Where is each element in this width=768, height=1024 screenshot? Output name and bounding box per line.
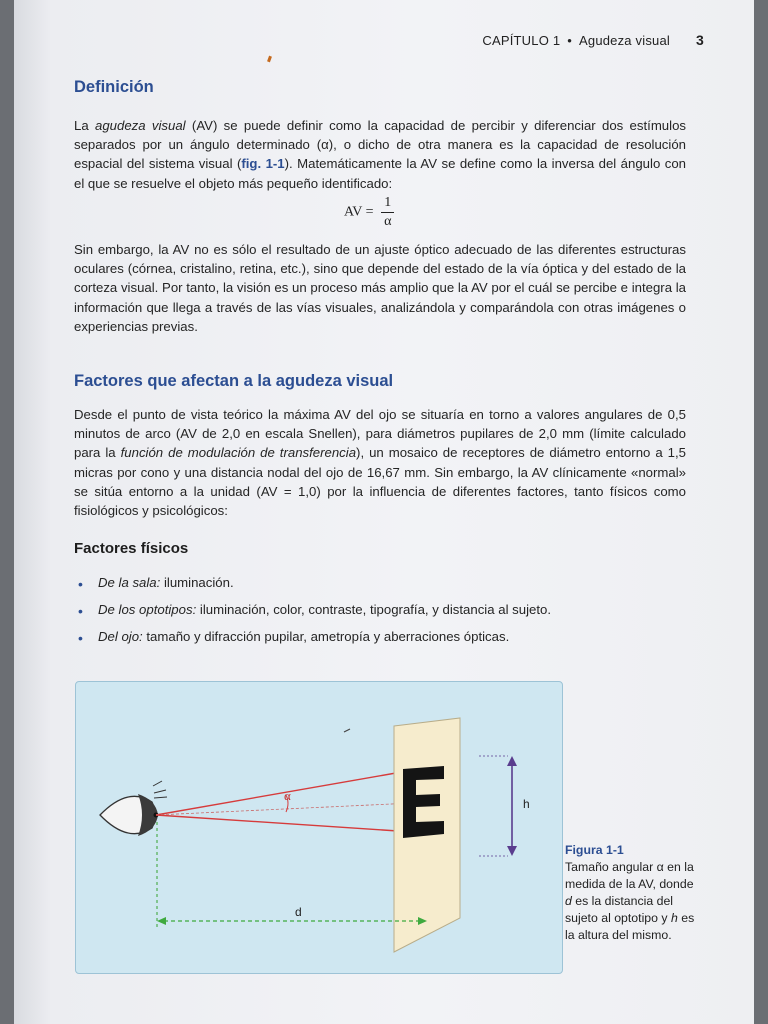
d-label: d (295, 905, 302, 919)
figure-reference: fig. 1-1 (241, 156, 285, 172)
text: ). Matemáticamente la AV se define como la inversa del ángulo con el que se resuelve el objeto más pequeño identificado: (74, 156, 686, 191)
paragraph-factores (74, 405, 686, 520)
paragraph-definicion (74, 116, 686, 193)
ink-mark (344, 729, 350, 732)
bullet: • (78, 603, 83, 619)
ray-bottom (156, 815, 413, 832)
eye-icon (100, 781, 167, 836)
header-section: Agudeza visual (579, 33, 670, 48)
caption-h: h (670, 911, 678, 925)
height-arrow (479, 756, 517, 856)
caption-text: es la altura del mismo. (565, 911, 695, 942)
formula-lhs: AV = (344, 204, 374, 220)
heading-factores: Factores que afectan a la agudeza visual (74, 372, 394, 390)
formula-fraction (381, 194, 394, 231)
text: (AV) se puede definir como la capacidad de percibir y diferenciar dos estímulos separados por un ángulo determinado (α), o dicho de otra manera es la capacidad de resolución espacial del sistema visual ( (74, 118, 686, 172)
page-mark (267, 56, 272, 63)
formula-denominator: α (384, 214, 392, 229)
figure-1-1-diagram (76, 682, 562, 973)
optotype-e-icon (403, 766, 444, 838)
item-label: De la sala: (98, 575, 161, 590)
av-formula (344, 194, 394, 231)
caption-d: d (565, 894, 572, 908)
item-text: iluminación. (160, 575, 234, 590)
item-label: Del ojo: (98, 629, 143, 644)
h-label: h (523, 797, 530, 811)
heading-factores-fisicos: Factores físicos (74, 540, 189, 557)
list-item (74, 572, 551, 599)
item-label: De los optotipos: (98, 602, 197, 617)
paragraph-sin-embargo: Sin embargo, la AV no es sólo el resultado de un ajuste óptico adecuado de las diferentes estructuras oculares (córnea, cristalino, retina, etc.), sino que depende del estado de la vía óptica y del estado de la corteza visual. Por tanto, la visión es un proceso más amplio que la AV por el cuál se percibe e integra la información que llega a través de las vías visuales, analizándola y comparándola con otras imágenes o experiencias previas. (74, 242, 686, 334)
list-item (74, 599, 551, 626)
header-separator: • (567, 33, 573, 48)
item-text: iluminación, color, contraste, tipografía, y distancia al sujeto. (196, 602, 552, 617)
item-text: tamaño y difracción pupilar, ametropía y aberraciones ópticas. (142, 629, 510, 644)
heading-definicion: Definición (74, 78, 154, 96)
caption-title: Figura 1-1 (565, 843, 624, 857)
figure-caption (565, 842, 695, 944)
text: Desde el punto de vista teórico la máxima AV del ojo se situaría en torno a valores angulares de 0,5 minutos de arco (AV de 2,0 en escala Snellen), para diámetros pupilares de 2,0 mm (límite calculado para la (74, 407, 686, 461)
figure-1-1-panel (75, 681, 563, 974)
ray-center (156, 803, 413, 815)
header-chapter: CAPÍTULO 1 (482, 33, 561, 48)
distance-arrow (157, 917, 427, 925)
list-item (74, 626, 551, 653)
term-mtf: función de modulación de transferencia (120, 445, 357, 461)
factores-fisicos-list (74, 572, 551, 653)
running-header (482, 32, 704, 48)
book-page (14, 0, 754, 1024)
caption-text: es la distancia del sujeto al optotipo y (565, 894, 674, 925)
alpha-label: α (284, 788, 291, 803)
text: ), un mosaico de receptores de diámetro entorno a 1,5 micras por cono y una distancia nodal del ojo de 16,67 mm. Sin embargo, la AV clínicamente «normal» se sitúa entorno a la unidad (AV = 1,0) por la influencia de diferentes factores, tanto físicos como fisiológicos y psicológicos: (74, 445, 686, 519)
optotype-letter: E (416, 792, 417, 793)
caption-text: Tamaño angular α en la medida de la AV, donde (565, 860, 694, 891)
page-number: 3 (696, 32, 704, 48)
formula-numerator: 1 (381, 194, 394, 213)
text: La (74, 118, 95, 133)
bullet: • (78, 576, 83, 592)
term-agudeza-visual: agudeza visual (94, 118, 186, 133)
bullet: • (78, 630, 83, 646)
